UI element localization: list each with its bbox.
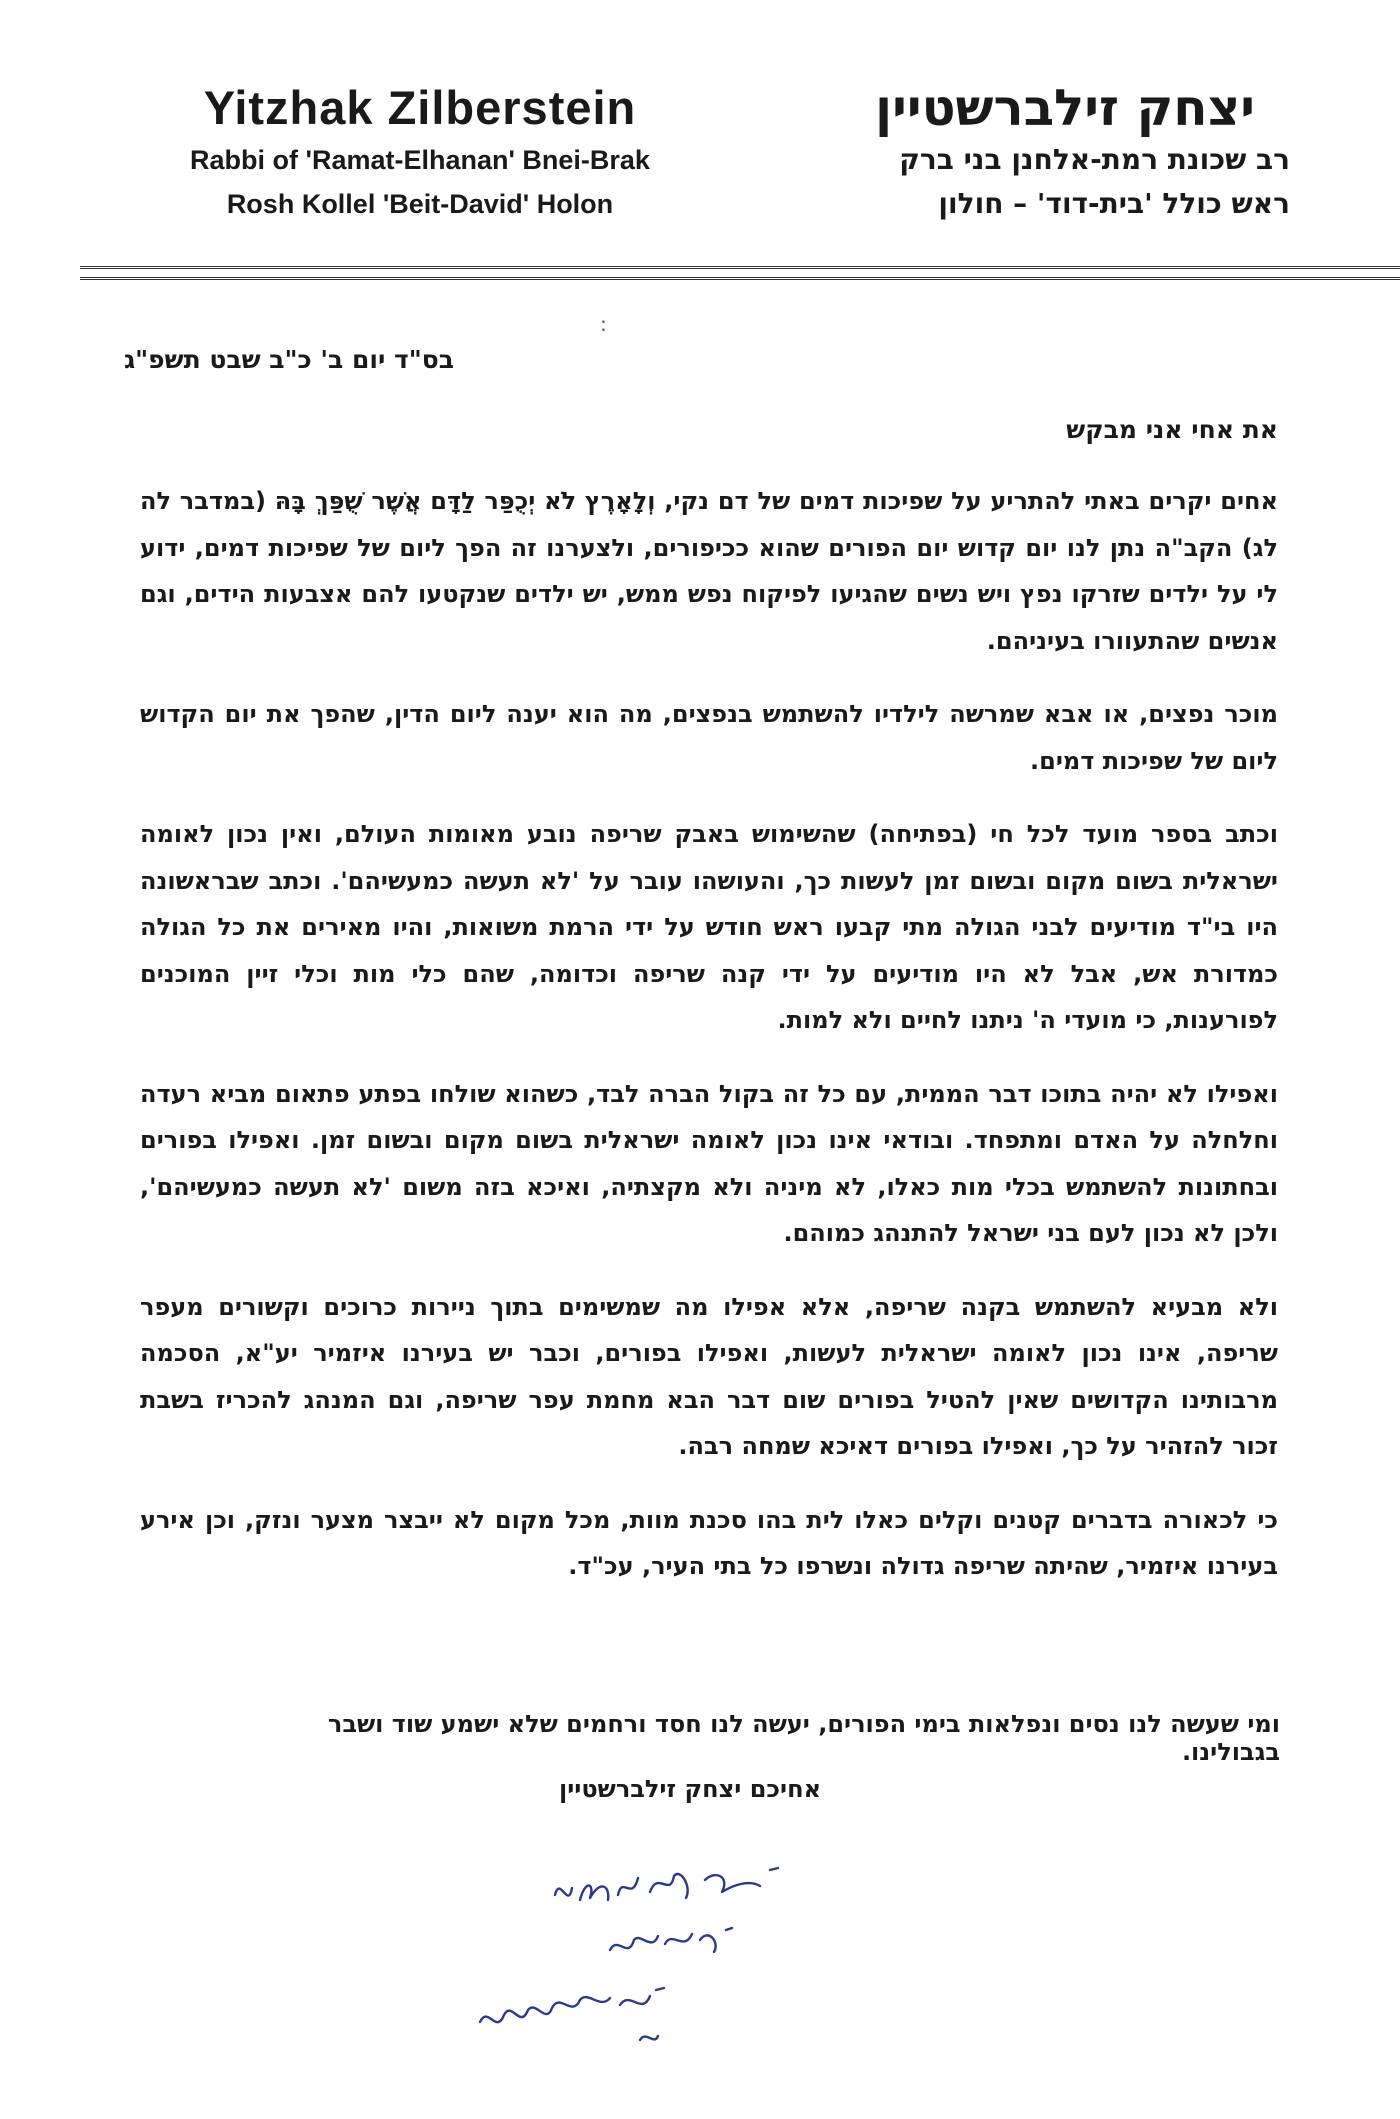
english-name: Yitzhak Zilberstein — [203, 81, 637, 134]
speck-mark: : — [600, 312, 607, 336]
hebrew-title-1: רב שכונת רמת-אלחנן בני ברק — [899, 143, 1290, 176]
hebrew-title-2: ראש כולל 'בית-דוד' – חולון — [938, 187, 1290, 220]
english-title-2: Rosh Kollel 'Beit-David' Holon — [226, 189, 614, 219]
english-title-1: Rabbi of 'Ramat-Elhanan' Bnei-Brak — [190, 145, 650, 175]
letter-date: בס"ד יום ב' כ"ב שבט תשפ"ג — [123, 345, 454, 374]
hebrew-name: יצחק זילברשטיין — [874, 79, 1255, 137]
signoff-name: אחיכם יצחק זילברשטיין — [558, 1775, 822, 1803]
paragraph-3: וכתב בספר מועד לכל חי (בפתיחה) שהשימוש באבק שריפה נובע מאומות העולם, ואין נכון לאומה ישראלית בשום מקום ובשום זמן לעשות כך, והעושהו עובר על 'לא תעשה כמעשיהם'. וכתב שבראשונה היו בי"ד מודיעים לבני הגולה מתי קבעו ראש חודש על ידי הרמת משואות, והיו מאירים את כל הגולה כמדורת אש, אבל לא היו מודיעים על ידי קנה שריפה וכדומה, שהם כלי מות וכלי זיין המוכנים לפורענות, כי מועדי ה' ניתנו לחיים ולא למות. — [140, 820, 1278, 1034]
letter-heading: את אחי אני מבקש — [1066, 415, 1278, 444]
letter-body — [140, 478, 1278, 1617]
paragraph-6: כי לכאורה בדברים קטנים וקלים כאלו לית בהו סכנת מוות, מכל מקום לא ייבצר מצער ונזק, וכן אירע בעירנו איזמיר, שהיתה שריפה גדולה ונשרפו כל בתי העיר, עכ"ד. — [140, 1505, 1278, 1580]
handwritten-signature — [460, 1840, 880, 2070]
letterhead-english — [160, 78, 680, 226]
closing-line: ומי שעשה לנו נסים ונפלאות בימי הפורים, יעשה לנו חסד ורחמים שלא ישמע שוד ושבר בגבולינו. — [327, 1710, 1280, 1766]
letterhead-hebrew — [850, 78, 1290, 226]
paragraph-2: מוכר נפצים, או אבא שמרשה לילדיו להשתמש בנפצים, מה הוא יענה ליום הדין, שהפך את יום הקדוש ליום של שפיכות דמים. — [140, 700, 1278, 775]
letterhead-divider — [80, 266, 1400, 280]
paragraph-5: ולא מבעיא להשתמש בקנה שריפה, אלא אפילו מה שמשימים בתוך ניירות כרוכים וקשורים מעפר שריפה, אינו נכון לאומה ישראלית לעשות, ואפילו בפורים, וכבר יש בעירנו איזמיר יע"א, הסכמה מרבותינו הקדושים שאין להטיל בפורים שום דבר הבא מחמת עפר שריפה, וגם המנהג להכריז בשבת זכור להזהיר על כך, ואפילו בפורים דאיכא שמחה רבה. — [140, 1292, 1278, 1460]
paragraph-4: ואפילו לא יהיה בתוכו דבר הממית, עם כל זה בקול הברה לבד, כשהוא שולחו בפתע פתאום מביא רעדה וחלחלה על האדם ומתפחד. ובודאי אינו נכון לאומה ישראלית בשום מקום ובשום זמן. ואפילו בפורים ובחתונות להשתמש בכלי מות כאלו, לא מיניה ולא מקצתיה, ואיכא בזה משום 'לא תעשה כמעשיהם', ולכן לא נכון לעם בני ישראל להתנהג כמוהם. — [140, 1079, 1278, 1247]
paragraph-1: אחים יקרים באתי להתריע על שפיכות דמים של דם נקי, וְלָאָרֶץ לֹא יְכֻפַּר לַדָּם אֲשֶׁר שֻׁפַּךְ בָּהּ (במדבר לה לג) הקב"ה נתן לנו יום קדוש יום הפורים שהוא ככיפורים, ולצערנו זה הפך ליום של שפיכות דמים, ידוע לי על ילדים שזרקו נפץ ויש נשים שהגיעו לפיקוח נפש ממש, יש ילדים שנקטעו להם אצבעות הידים, וגם אנשים שהתעוורו בעיניהם. — [140, 487, 1278, 655]
